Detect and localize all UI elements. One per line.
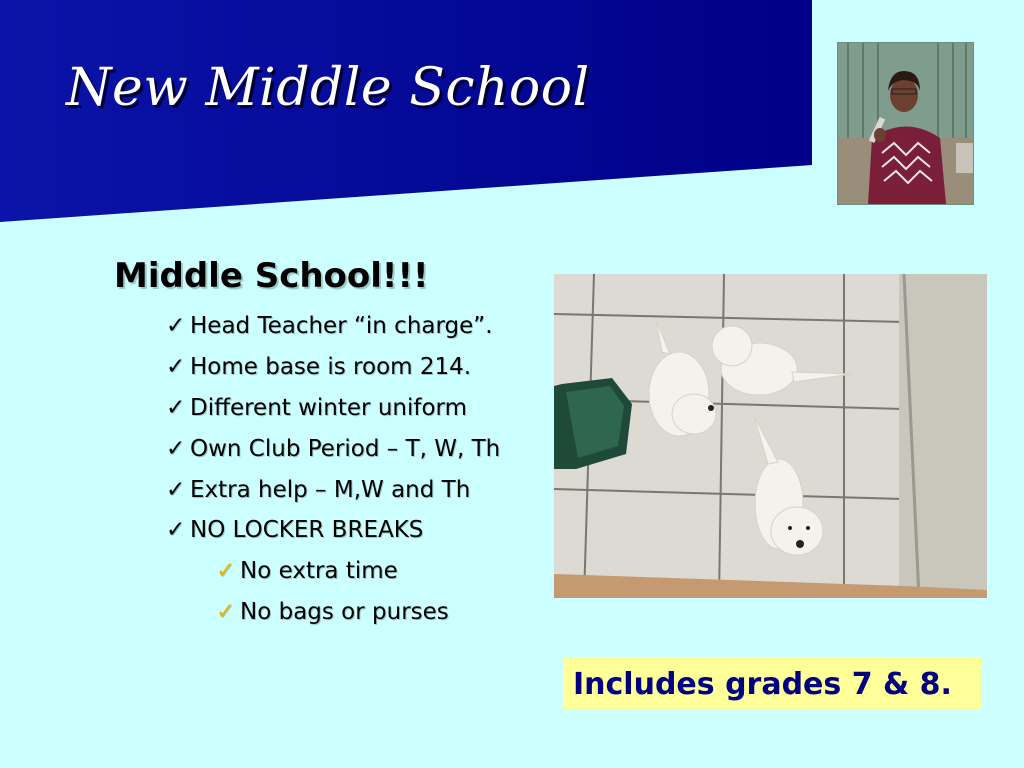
sub-bullet-item [216,558,398,584]
bullet-item [166,517,423,543]
section-heading: Middle School!!! [114,256,429,296]
grades-callout-text: Includes grades 7 & 8. [573,667,952,702]
gold-check-icon: ✓ [216,599,236,625]
grades-callout [563,657,982,710]
bullet-text: Head Teacher “in charge”. [190,313,493,339]
gold-check-icon: ✓ [216,558,236,584]
check-icon: ✓ [166,436,186,462]
bullet-item [166,395,467,421]
sub-bullet-item [216,599,449,625]
bullet-text: Own Club Period – T, W, Th [190,436,501,462]
puppies-photo [554,274,987,598]
sub-bullet-text: No bags or purses [240,599,449,625]
bullet-text: Extra help – M,W and Th [190,477,471,503]
bullet-text: Different winter uniform [190,395,467,421]
check-icon: ✓ [166,313,186,339]
bullet-item [166,436,500,462]
teacher-photo [837,42,974,205]
bullet-item [166,477,470,503]
check-icon: ✓ [166,477,186,503]
check-icon: ✓ [166,517,186,543]
bullet-text: NO LOCKER BREAKS [190,517,424,543]
sub-bullet-text: No extra time [240,558,398,584]
bullet-text: Home base is room 214. [190,354,472,380]
check-icon: ✓ [166,354,186,380]
bullet-item [166,313,493,339]
bullet-item [166,354,471,380]
check-icon: ✓ [166,395,186,421]
slide-title: New Middle School [66,58,590,118]
